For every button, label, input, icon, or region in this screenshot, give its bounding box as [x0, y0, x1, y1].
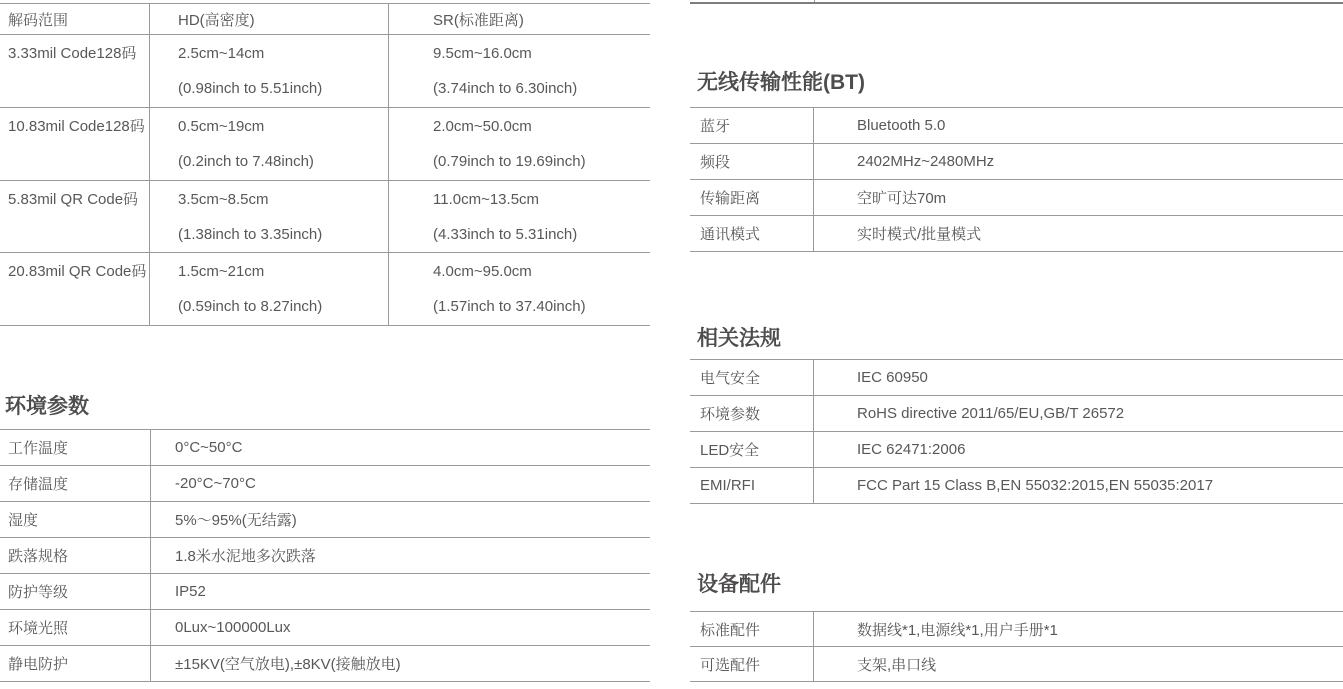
- decode-header-label: 解码范围: [0, 4, 150, 34]
- decode-header-hd: HD(高密度): [150, 4, 389, 34]
- spec-label: 标准配件: [690, 612, 814, 646]
- spec-value: 0Lux~100000Lux: [175, 619, 291, 636]
- table-row: [690, 396, 1343, 432]
- hd-range-cm: 3.5cm~8.5cm: [178, 191, 269, 208]
- table-row: [0, 35, 650, 108]
- spec-value: IP52: [175, 583, 206, 600]
- barcode-type: 20.83mil QR Code码: [0, 253, 150, 325]
- spec-value: 实时模式/批量模式: [857, 226, 982, 243]
- table-row: [0, 466, 650, 502]
- table-row: [690, 432, 1343, 468]
- cutoff-table-bottom-border: [690, 2, 1343, 4]
- spec-label: 蓝牙: [690, 108, 814, 143]
- spec-label: 环境参数: [690, 396, 814, 431]
- hd-range-inch: (0.59inch to 8.27inch): [178, 298, 323, 315]
- section-title-environment: 环境参数: [5, 395, 89, 418]
- table-row: [0, 574, 650, 610]
- spec-value: -20°C~70°C: [175, 475, 256, 492]
- spec-label: 存储温度: [0, 466, 151, 501]
- sr-range-cell: [389, 108, 650, 180]
- hd-range-cm: 0.5cm~19cm: [178, 118, 265, 135]
- hd-range-cell: [150, 35, 389, 107]
- spec-value: 5%〜95%(无结露): [175, 512, 297, 529]
- table-row: [690, 612, 1343, 647]
- spec-value: IEC 60950: [857, 369, 928, 386]
- hd-range-cm: 1.5cm~21cm: [178, 263, 265, 280]
- decode-range-table: [0, 3, 650, 326]
- table-row: [690, 360, 1343, 396]
- spec-label: 传输距离: [690, 180, 814, 215]
- table-row: [690, 144, 1343, 180]
- spec-value: ±15KV(空气放电),±8KV(接触放电): [175, 656, 401, 673]
- spec-value: 支架,串口线: [857, 656, 937, 674]
- sr-range-cm: 4.0cm~95.0cm: [433, 263, 532, 280]
- section-title-accessories: 设备配件: [697, 573, 781, 596]
- spec-label: 电气安全: [690, 360, 814, 395]
- table-row: [0, 108, 650, 181]
- sr-range-inch: (0.79inch to 19.69inch): [433, 153, 586, 170]
- sr-range-cm: 2.0cm~50.0cm: [433, 118, 532, 135]
- spec-label: 通讯模式: [690, 216, 814, 251]
- sr-range-cell: [389, 181, 650, 252]
- hd-range-cell: [150, 108, 389, 180]
- section-title-wireless: 无线传输性能(BT): [697, 71, 865, 94]
- hd-range-inch: (1.38inch to 3.35inch): [178, 226, 323, 243]
- hd-range-cm: 2.5cm~14cm: [178, 45, 265, 62]
- wireless-table: [690, 107, 1343, 252]
- table-row: [690, 108, 1343, 144]
- spec-value: FCC Part 15 Class B,EN 55032:2015,EN 55035:2017: [857, 477, 1214, 494]
- table-row: [0, 430, 650, 466]
- spec-label: 湿度: [0, 502, 151, 537]
- spec-value: 1.8米水泥地多次跌落: [175, 548, 316, 565]
- spec-label: 工作温度: [0, 430, 151, 465]
- spec-value: 0°C~50°C: [175, 439, 243, 456]
- sr-range-inch: (3.74inch to 6.30inch): [433, 80, 578, 97]
- table-row: [690, 216, 1343, 252]
- spec-label: 频段: [690, 144, 814, 179]
- spec-label: 可选配件: [690, 647, 814, 681]
- barcode-type: 10.83mil Code128码: [0, 108, 150, 180]
- table-row: [0, 502, 650, 538]
- sr-range-cell: [389, 253, 650, 325]
- table-row: [0, 538, 650, 574]
- barcode-type: 5.83mil QR Code码: [0, 181, 150, 252]
- sr-range-cm: 9.5cm~16.0cm: [433, 45, 532, 62]
- hd-range-cell: [150, 253, 389, 325]
- spec-label: 静电防护: [0, 646, 151, 681]
- table-row: [690, 647, 1343, 682]
- hd-range-inch: (0.2inch to 7.48inch): [178, 153, 314, 170]
- hd-range-inch: (0.98inch to 5.51inch): [178, 80, 323, 97]
- spec-label: 跌落规格: [0, 538, 151, 573]
- spec-value: RoHS directive 2011/65/EU,GB/T 26572: [857, 405, 1125, 422]
- regulations-table: [690, 359, 1343, 504]
- hd-range-cell: [150, 181, 389, 252]
- table-row: [0, 646, 650, 682]
- table-row: [0, 181, 650, 253]
- sr-range-cell: [389, 35, 650, 107]
- sr-range-cm: 11.0cm~13.5cm: [433, 191, 540, 208]
- table-row: [0, 610, 650, 646]
- accessories-table: [690, 611, 1343, 682]
- spec-label: 环境光照: [0, 610, 151, 645]
- spec-label: 防护等级: [0, 574, 151, 609]
- table-row: [690, 180, 1343, 216]
- environment-table: [0, 429, 650, 682]
- table-row: [690, 468, 1343, 504]
- sr-range-inch: (4.33inch to 5.31inch): [433, 226, 578, 243]
- sr-range-inch: (1.57inch to 37.40inch): [433, 298, 586, 315]
- spec-value: 2402MHz~2480MHz: [857, 153, 995, 170]
- decode-table-header-row: [0, 4, 650, 35]
- spec-value: 空旷可达70m: [857, 190, 947, 207]
- spec-value: Bluetooth 5.0: [857, 117, 946, 134]
- spec-label: EMI/RFI: [690, 468, 814, 503]
- section-title-regulations: 相关法规: [697, 327, 781, 350]
- barcode-type: 3.33mil Code128码: [0, 35, 150, 107]
- table-row: [0, 253, 650, 326]
- spec-value: 数据线*1,电源线*1,用户手册*1: [857, 621, 1058, 639]
- spec-value: IEC 62471:2006: [857, 441, 966, 458]
- decode-header-sr: SR(标准距离): [433, 11, 524, 29]
- spec-label: LED安全: [690, 432, 814, 467]
